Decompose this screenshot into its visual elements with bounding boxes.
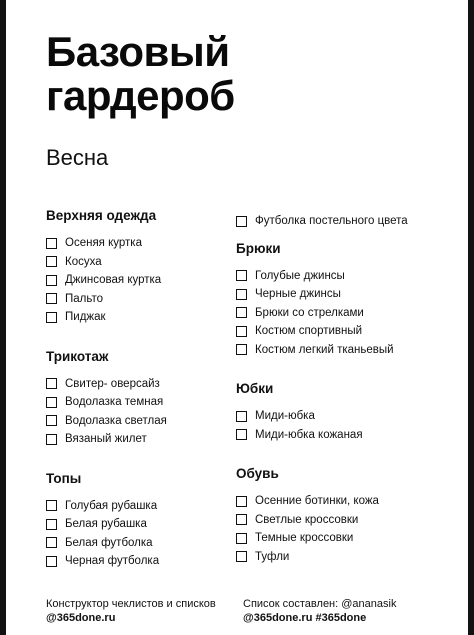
checkbox[interactable] (46, 537, 57, 548)
checklist-item[interactable] (236, 341, 436, 360)
item-label: Свитер- оверсайз (65, 377, 160, 390)
item-label: Костюм спортивный (255, 325, 363, 338)
item-label: Брюки со стрелками (255, 306, 364, 319)
checkbox[interactable] (46, 293, 57, 304)
checkbox[interactable] (236, 216, 247, 227)
checkbox[interactable] (236, 551, 247, 562)
item-label: Пиджак (65, 311, 106, 324)
item-label: Миди-юбка (255, 410, 315, 423)
checklist-item[interactable] (46, 515, 246, 534)
checklist-item[interactable] (46, 253, 246, 272)
checkbox[interactable] (236, 496, 247, 507)
checkbox[interactable] (46, 378, 57, 389)
checklist-item[interactable] (46, 234, 246, 253)
checkbox[interactable] (46, 519, 57, 530)
section-knitwear (46, 349, 246, 449)
checklist-item[interactable] (46, 497, 246, 516)
footer-credit (46, 597, 216, 625)
footer-hashtags: @365done.ru #365done (243, 612, 367, 624)
checkbox[interactable] (236, 411, 247, 422)
checklist-item[interactable] (236, 212, 436, 231)
checkbox[interactable] (236, 533, 247, 544)
item-label: Миди-юбка кожаная (255, 428, 363, 441)
footer-link[interactable]: @365done.ru (46, 612, 116, 624)
title-line-1: Базовый (46, 28, 230, 75)
section-title: Топы (46, 470, 82, 486)
section-title: Обувь (236, 466, 279, 481)
checkbox[interactable] (46, 256, 57, 267)
item-label: Джинсовая куртка (65, 274, 162, 287)
checklist-item[interactable] (236, 285, 436, 304)
item-label: Светлые кроссовки (255, 513, 359, 526)
item-label: Вязаный жилет (65, 433, 147, 446)
item-label: Темные кроссовки (255, 532, 354, 545)
item-label: Костюм легкий тканьевый (255, 343, 394, 356)
right-column (236, 212, 436, 588)
left-column (46, 208, 246, 593)
checkbox[interactable] (46, 500, 57, 511)
checklist-item[interactable] (46, 552, 246, 571)
checklist-item[interactable] (236, 548, 436, 567)
item-label: Водолазка темная (65, 396, 164, 409)
checklist-item[interactable] (236, 511, 436, 530)
item-label: Футболка постельного цвета (255, 215, 408, 228)
checkbox[interactable] (236, 514, 247, 525)
item-label: Туфли (255, 550, 290, 563)
footer-text: Конструктор чеклистов и списков (46, 598, 216, 610)
checkbox[interactable] (46, 275, 57, 286)
checklist-item[interactable] (46, 430, 246, 449)
item-label: Осенние ботинки, кожа (255, 495, 379, 508)
title-line-2: гардероб (46, 72, 235, 119)
checkbox[interactable] (236, 429, 247, 440)
section-trousers (236, 241, 436, 360)
checklist-item[interactable] (236, 529, 436, 548)
item-label: Белая рубашка (65, 518, 147, 531)
checkbox[interactable] (46, 556, 57, 567)
checklist-item[interactable] (236, 322, 436, 341)
checklist-item[interactable] (236, 426, 436, 445)
checklist-item[interactable] (236, 304, 436, 323)
section-title: Верхняя одежда (46, 208, 157, 223)
item-label: Черные джинсы (255, 288, 341, 301)
item-label: Голубые джинсы (255, 269, 345, 282)
section-title: Юбки (236, 381, 274, 396)
item-label: Косуха (65, 255, 102, 268)
checklist-item[interactable] (46, 393, 246, 412)
checklist-item[interactable] (46, 271, 246, 290)
checkbox[interactable] (236, 270, 247, 281)
section-outerwear (46, 208, 246, 327)
checkbox[interactable] (46, 434, 57, 445)
item-label: Осеняя куртка (65, 237, 142, 250)
checkbox[interactable] (236, 344, 247, 355)
checklist-page (6, 0, 468, 635)
checklist-item[interactable] (46, 534, 246, 553)
item-label: Белая футболка (65, 536, 153, 549)
item-label: Пальто (65, 292, 103, 305)
checkbox[interactable] (46, 397, 57, 408)
checklist-item[interactable] (46, 290, 246, 309)
footer-author (243, 597, 396, 625)
section-title: Трикотаж (46, 348, 109, 364)
checkbox[interactable] (46, 238, 57, 249)
checkbox[interactable] (236, 307, 247, 318)
checklist-item[interactable] (46, 412, 246, 431)
page-title (46, 30, 235, 118)
section-tops (46, 471, 246, 571)
checkbox[interactable] (46, 312, 57, 323)
section-skirts (236, 381, 436, 444)
checklist-item[interactable] (46, 375, 246, 394)
section-title: Брюки (236, 240, 281, 256)
checklist-item[interactable] (46, 308, 246, 327)
item-label: Черная футболка (65, 555, 160, 568)
checklist-item[interactable] (236, 492, 436, 511)
checkbox[interactable] (236, 289, 247, 300)
checklist-item[interactable] (236, 407, 436, 426)
item-label: Водолазка светлая (65, 414, 167, 427)
checkbox[interactable] (46, 415, 57, 426)
footer-author-text: Список составлен: @ananasik (243, 598, 397, 610)
section-shoes (236, 466, 436, 566)
checklist-item[interactable] (236, 267, 436, 286)
season-subtitle: Весна (46, 145, 109, 170)
checkbox[interactable] (236, 326, 247, 337)
item-label: Голубая рубашка (65, 499, 158, 512)
